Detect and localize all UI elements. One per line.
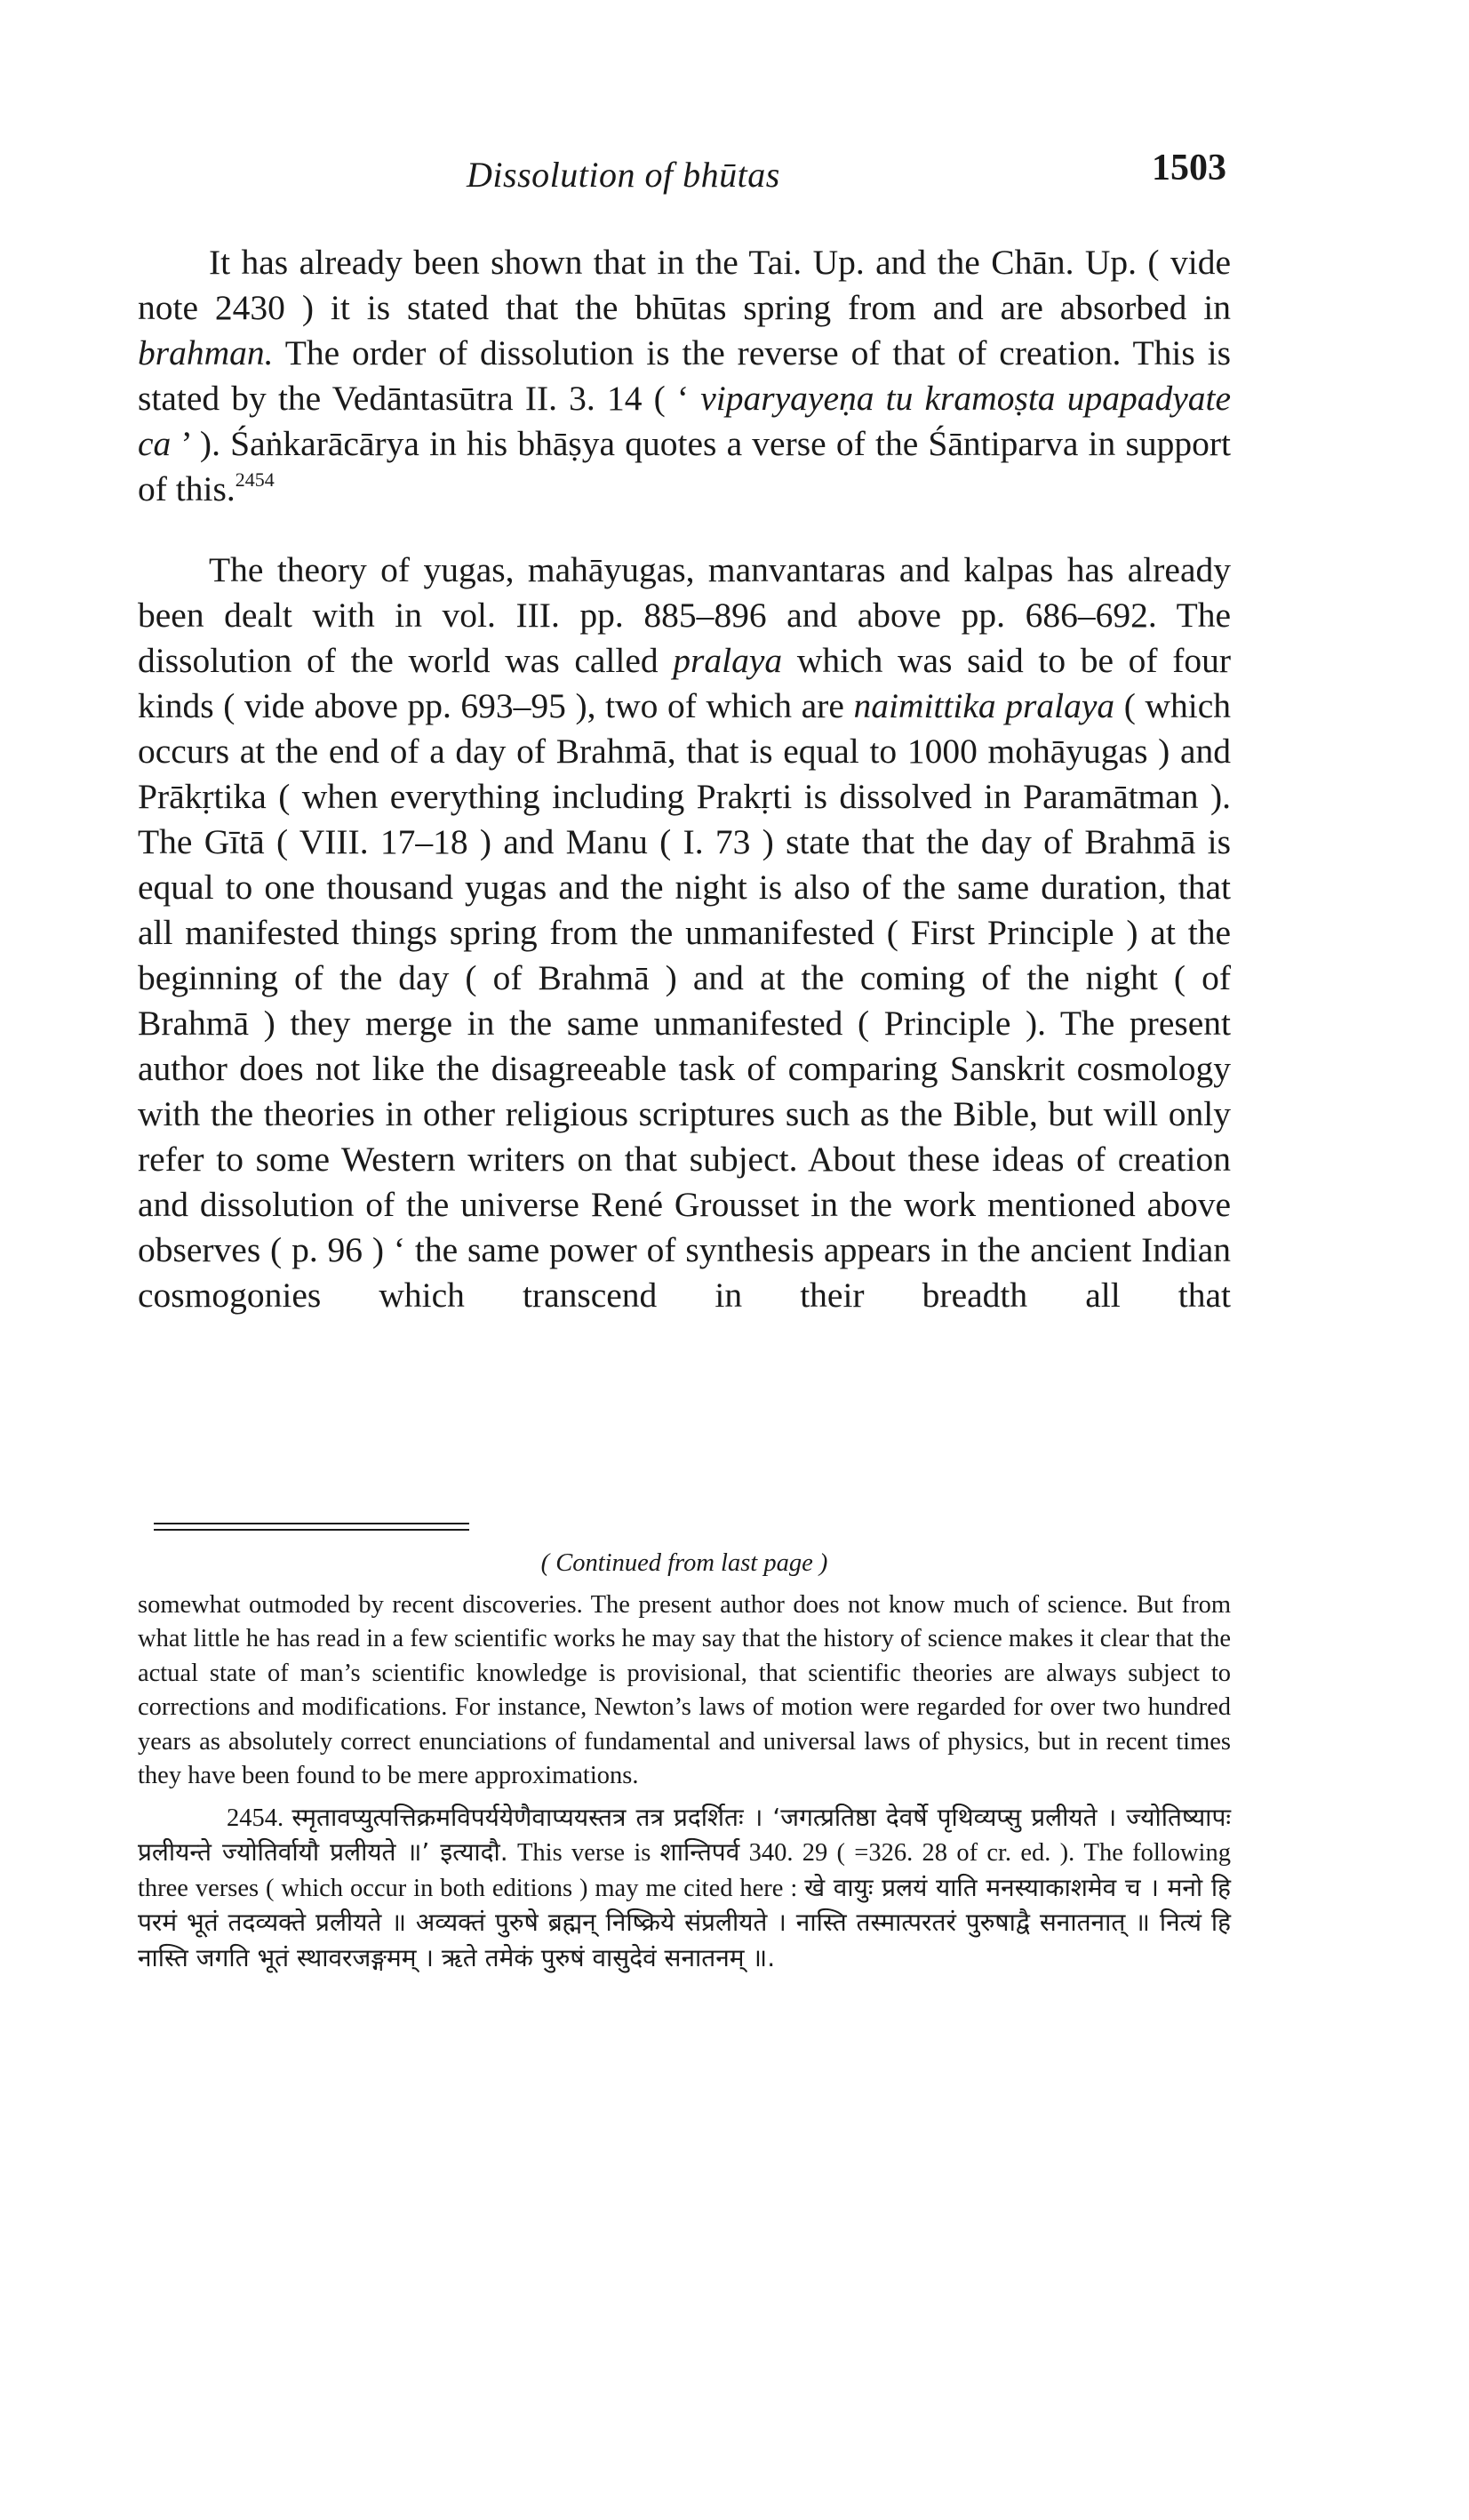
footnote-divider <box>154 1523 469 1531</box>
page-number: 1503 <box>1152 148 1226 188</box>
paragraph-1-text-a: It has already been shown that in the Tai. Up. and the Chān. Up. ( vide note 2430 ) it is stated that the bhūtas spring from and are absorbed in <box>138 243 1231 327</box>
footnote-ref-2454: 2454 <box>235 468 275 491</box>
paragraph-2-text-c: ( which occurs at the end of a day of Brahmā, that is equal to 1000 mohāyugas ) and Prākṛtika ( when everything including Prakṛti is dissolved in Paramātman ). The Gītā ( VIII. 17–18 ) and Manu ( I. 73 ) state that the day of Brahmā is equal to one thousand yugas and the night is also of the same duration, that all manifested things spring from the unmanifested ( First Principle ) at the beginning of the day ( of Brahmā ) and at the coming of the night ( of Brahmā ) they merge in the same unmanifested ( Principle ). The present author does not like the disagreeable task of comparing Sanskrit cosmology with the theories in other religious scriptures such as the Bible, but will only refer to some Western writers on that subject. About these ideas of creation and dissolution of the universe René Grousset in the work mentioned above observes ( p. 96 ) ‘ the same power of synthesis appears in the ancient Indian cosmogonies which transcend in their breadth all that <box>138 686 1231 1315</box>
paragraph-2-italic-a: pralaya <box>673 641 783 680</box>
footnote-2454-text-b: 340. 29 ( =326. 28 of cr. ed. ). The following three verses ( which occur in both editions ) may me cited here : <box>138 1839 1231 1902</box>
footnote-2454-number: 2454. <box>227 1804 284 1832</box>
paragraph-1-italic-b: viparyayeṇa tu kramoṣta upapadyate ca <box>138 379 1231 463</box>
footnote-2454-text-a: This verse is <box>507 1839 660 1867</box>
footnote-2454-sanskrit-a: स्मृतावप्युत्पत्तिक्रमविपर्ययेणैवाप्ययस्तत्र तत्र प्रदर्शितः । ‘जगत्प्रतिष्ठा देवर्षे पृथिव्यप्सु प्रलीयते । ज्योतिष्यापः प्रलीयन्ते ज्योतिर्वायौ प्रलीयते ॥’ इत्यादौ. <box>138 1802 1231 1867</box>
paragraph-2-text-a: The theory of yugas, mahāyugas, manvantaras and kalpas has already been dealt with in vol. III. pp. 885–896 and above pp. 686–692. The dissolution of the world was called <box>138 550 1231 680</box>
footnote-2454-sanskrit-b: शान्तिपर्व <box>659 1837 740 1867</box>
paragraph-1-text-b: The order of dissolution is the reverse of that of creation. This is stated by the Vedāntasūtra II. 3. 14 ( ‘ <box>138 333 1231 418</box>
main-text <box>138 240 1231 1318</box>
paragraph-1 <box>138 240 1231 512</box>
paragraph-2 <box>138 548 1231 1318</box>
footnote-2454 <box>138 1801 1231 1977</box>
paragraph-1-text-c: ’ ). Śaṅkarācārya in his bhāṣya quotes a verse of the Śāntiparva in support of this. <box>138 424 1231 508</box>
footnote-2454-sanskrit-c: खे वायुः प्रलयं याति मनस्याकाशमेव च । मनो हि परमं भूतं तदव्यक्ते प्रलीयते ॥ अव्यक्तं पुरुषे ब्रह्मन् निष्क्रिये संप्रलीयते । नास्ति तस्मात्परतरं पुरुषाद्वै सनातनात् ॥ नित्यं हि नास्ति जगति भूतं स्थावरजङ्गमम् । ऋते तमेकं पुरुषं वासुदेवं सनातनम् ॥. <box>138 1872 1231 1972</box>
running-title: Dissolution of bhūtas <box>467 155 780 195</box>
paragraph-2-italic-b: naimittika pralaya <box>853 686 1115 725</box>
paragraph-1-italic-a: brahman. <box>138 333 274 372</box>
paragraph-2-text-b: which was said to be of four kinds ( vide above pp. 693–95 ), two of which are <box>138 641 1231 725</box>
continued-label: ( Continued from last page ) <box>540 1549 828 1577</box>
page-header <box>142 147 1226 200</box>
footnotes <box>138 1547 1231 1976</box>
footnote-continuation: somewhat outmoded by recent discoveries. The present author does not know much of science. But from what little he has read in a few scientific works he may say that the history of science makes it clear that the actual state of man’s scientific knowledge is provisional, that scientific theories are always subject to corrections and modifications. For instance, Newton’s laws of motion were regarded for over two hundred years as absolutely correct enunciations of fundamental and universal laws of physics, but in recent times they have been found to be mere approximations. <box>138 1590 1231 1789</box>
